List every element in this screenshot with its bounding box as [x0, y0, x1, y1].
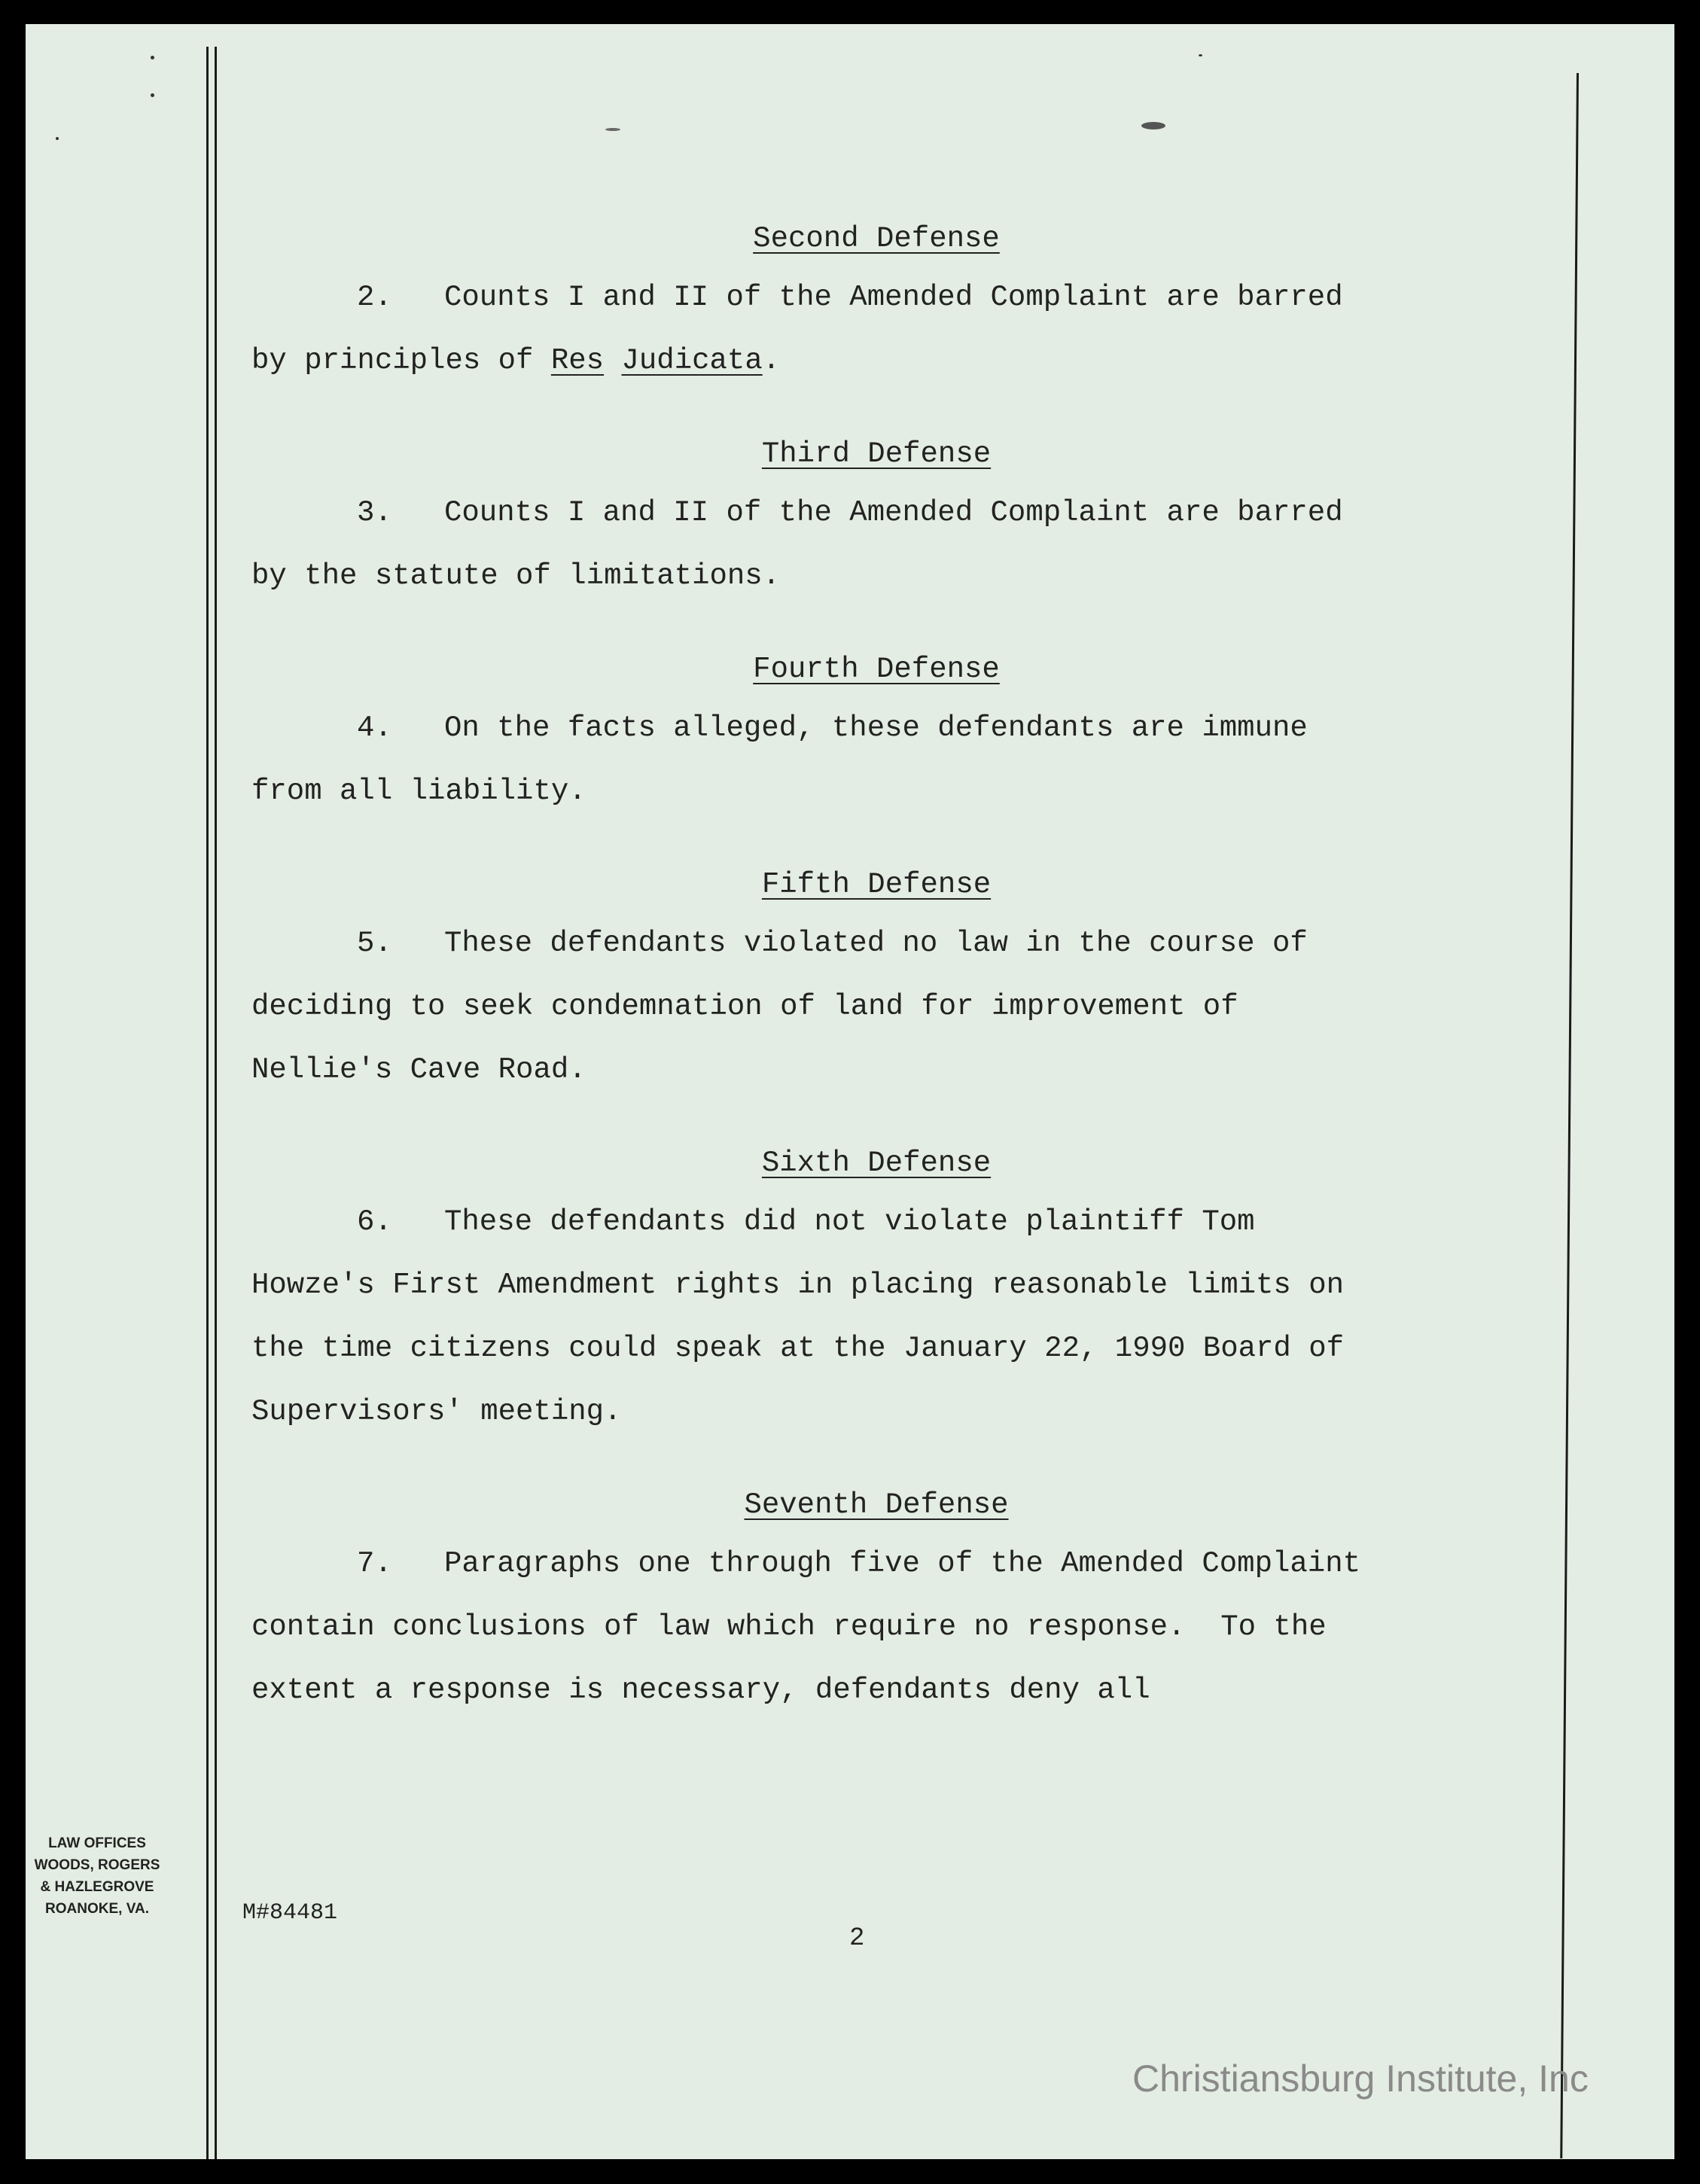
paragraph-text: Howze's First Amendment rights in placing reasonable limits on: [251, 1269, 1345, 1302]
paragraph-text: deciding to seek condemnation of land for improvement of: [251, 990, 1238, 1023]
document-page: [26, 24, 1674, 2159]
margin-rule-left-outer: [206, 47, 209, 2159]
paragraph-line: [251, 1380, 1501, 1443]
paragraph-line: [251, 1532, 1501, 1595]
margin-rule-right: [1560, 73, 1579, 2158]
paragraph-text: Nellie's Cave Road.: [251, 1053, 586, 1086]
paragraph-text: from all liability.: [251, 775, 586, 808]
paragraph-line: [251, 1253, 1501, 1317]
paragraph-text: the time citizens could speak at the January 22, 1990 Board of: [251, 1332, 1345, 1365]
paragraph-line: [251, 1190, 1501, 1253]
paragraph-text: These defendants did not violate plaintiff Tom: [444, 1205, 1255, 1238]
section-heading: Seventh Defense: [744, 1488, 1009, 1521]
scan-speck: [1199, 54, 1202, 56]
paragraph-line: [251, 975, 1501, 1038]
section-heading: Fourth Defense: [753, 653, 1000, 686]
scan-speck: [151, 93, 154, 97]
scan-speck: [151, 56, 154, 59]
paragraph-line: [251, 760, 1501, 823]
paragraph-number: 4.: [357, 711, 392, 745]
section-heading: Sixth Defense: [761, 1147, 992, 1180]
paragraph-line: [251, 329, 1501, 392]
page-number: 2: [849, 1924, 865, 1953]
paragraph-line: [251, 1595, 1501, 1659]
paragraph-number: 7.: [357, 1547, 392, 1580]
paragraph-text: On the facts alleged, these defendants are immune: [444, 711, 1308, 745]
paragraph-line: [251, 481, 1501, 544]
paragraph-text: Paragraphs one through five of the Amended Complaint: [444, 1547, 1360, 1580]
scan-speck: [605, 128, 620, 131]
paragraph-text: [604, 344, 621, 377]
matter-number: M#84481: [242, 1900, 338, 1926]
paragraph-text: extent a response is necessary, defendants deny all: [251, 1674, 1150, 1707]
document-body: [251, 216, 1501, 1722]
paragraph-line: [251, 1659, 1501, 1722]
section-heading: Fifth Defense: [761, 868, 992, 901]
paragraph-text: Counts I and II of the Amended Complaint are barred: [444, 496, 1343, 529]
paragraph-line: [251, 266, 1501, 329]
paragraph-number: 2.: [357, 281, 392, 314]
firm-line: & HAZLEGROVE: [40, 1879, 154, 1895]
firm-line: WOODS, ROGERS: [34, 1857, 160, 1873]
scan-speck: [1141, 122, 1165, 129]
paragraph-line: [251, 1038, 1501, 1101]
paragraph-text: by the statute of limitations.: [251, 559, 781, 592]
paragraph-text: by principles of: [251, 344, 551, 377]
law-firm-block: [26, 1832, 169, 1920]
paragraph-line: [251, 1317, 1501, 1380]
underlined-term: Judicata: [621, 344, 763, 377]
section-heading: Second Defense: [753, 222, 1000, 255]
paragraph-number: 5.: [357, 927, 392, 960]
paragraph-number: 6.: [357, 1205, 392, 1238]
paragraph-number: 3.: [357, 496, 392, 529]
paragraph-text: Supervisors' meeting.: [251, 1395, 622, 1428]
firm-line: LAW OFFICES: [48, 1835, 146, 1851]
section-heading: Third Defense: [761, 437, 992, 471]
firm-line: ROANOKE, VA.: [45, 1901, 149, 1917]
paragraph-line: [251, 912, 1501, 975]
paragraph-line: [251, 696, 1501, 760]
paragraph-text: These defendants violated no law in the course of: [444, 927, 1308, 960]
paragraph-text: Counts I and II of the Amended Complaint are barred: [444, 281, 1343, 314]
scan-speck: [56, 137, 59, 140]
watermark: Christiansburg Institute, Inc: [1132, 2058, 1589, 2100]
paragraph-text: contain conclusions of law which require no response. To the: [251, 1610, 1327, 1643]
paragraph-text: .: [762, 344, 781, 377]
underlined-term: Res: [550, 344, 605, 377]
paragraph-line: [251, 544, 1501, 608]
margin-rule-left-inner: [215, 47, 217, 2159]
